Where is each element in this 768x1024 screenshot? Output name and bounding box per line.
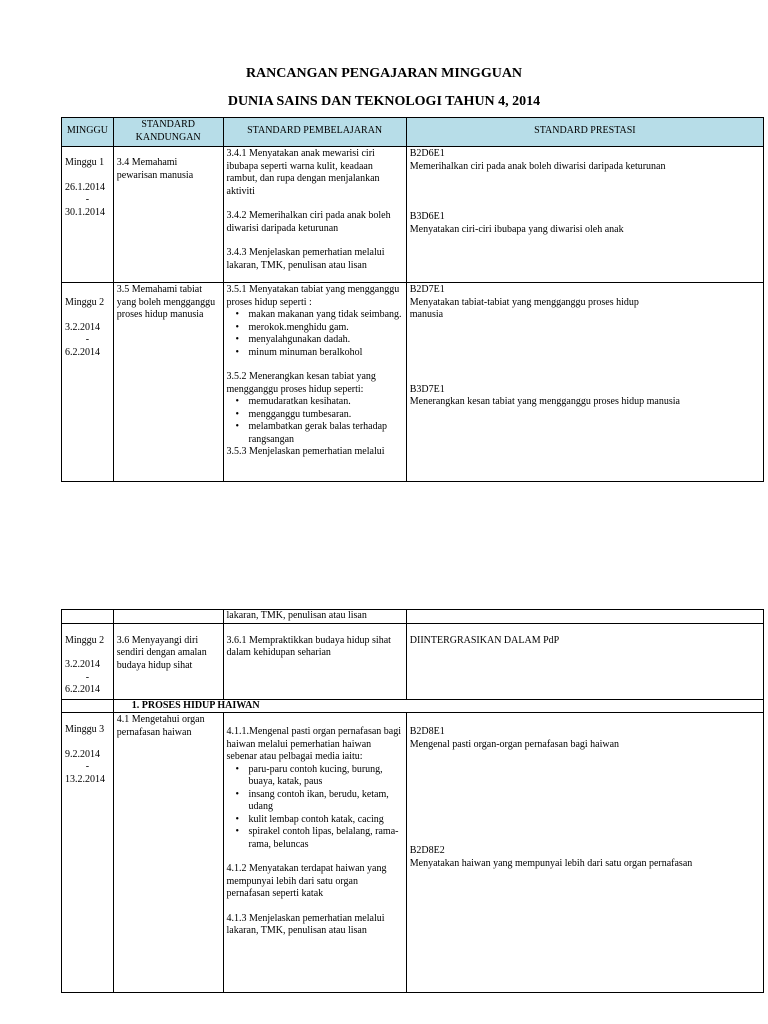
kandungan-cell	[113, 147, 223, 283]
week-label: Minggu 1	[65, 157, 105, 168]
pemb-item: 4.1.1.Mengenal pasti organ pernafasan bagi haiwan melalui pemerhatian haiwan sebenar atau pelbagai media iaitu:	[226, 726, 401, 762]
week-cell	[62, 623, 114, 699]
prestasi-text: Menyatakan tabiat-tabiat yang mengganggu proses hidup manusia	[409, 296, 639, 320]
week-label: Minggu 2	[65, 634, 105, 646]
header-standard-pembelajaran: STANDARD PEMBELAJARAN	[223, 118, 406, 147]
week-cell	[62, 147, 114, 283]
prestasi-cell	[406, 623, 763, 699]
list-item: • menyalahgunakan dadah.	[249, 334, 403, 347]
prestasi-code: B2D6E1	[409, 148, 445, 159]
list-item: • kulit lembap contoh katak, cacing	[249, 814, 403, 827]
section-title: 1. PROSES HIDUP HAIWAN	[131, 699, 260, 711]
table-row	[62, 623, 764, 699]
date-end: 13.2.2014	[65, 773, 105, 785]
prestasi-code: B2D8E1	[409, 726, 445, 737]
week-cell	[62, 283, 114, 482]
prestasi-cell	[406, 610, 763, 624]
pemb-item: lakaran, TMK, penulisan atau lisan	[226, 610, 367, 621]
kandungan-text: 4.1 Mengetahui organ pernafasan haiwan	[116, 714, 205, 738]
header-minggu: MINGGU	[62, 118, 114, 147]
pemb-item: 3.5.1 Menyatakan tabiat yang mengganggu proses hidup seperti :	[226, 284, 400, 308]
header-standard-kandungan: STANDARD KANDUNGAN	[113, 118, 223, 147]
pembelajaran-cell	[223, 147, 406, 283]
date-start: 3.2.2014	[65, 321, 100, 333]
date-start: 9.2.2014	[65, 748, 100, 760]
list-item: • paru-paru contoh kucing, burung, buaya, katak, paus	[249, 764, 403, 789]
document-subtitle: DUNIA SAINS DAN TEKNOLOGI TAHUN 4, 2014	[227, 94, 541, 109]
date-dash: -	[85, 334, 90, 345]
pemb-item: 3.5.3 Menjelaskan pemerhatian melalui	[226, 446, 385, 457]
lesson-plan-table-page1	[61, 117, 764, 482]
table-row	[62, 147, 764, 283]
week-label: Minggu 2	[65, 297, 105, 308]
kandungan-text: 3.6 Menyayangi diri sendiri dengan amalan budaya hidup sihat	[116, 634, 207, 671]
list-item: • insang contoh ikan, berudu, ketam, udang	[249, 789, 403, 814]
pemb-item: 3.4.3 Menjelaskan pemerhatian melalui lakaran, TMK, penulisan atau lisan	[226, 247, 385, 271]
header-standard-prestasi: STANDARD PRESTASI	[406, 118, 763, 147]
date-end: 6.2.2014	[65, 684, 100, 695]
prestasi-cell	[406, 283, 763, 482]
table-row	[62, 713, 764, 993]
prestasi-text: Mengenal pasti organ-organ pernafasan bagi haiwan	[409, 738, 620, 750]
list-item: • memudaratkan kesihatan.	[249, 396, 403, 409]
list-item: • mengganggu tumbesaran.	[249, 409, 403, 422]
date-end: 30.1.2014	[65, 206, 105, 218]
prestasi-text: Menerangkan kesan tabiat yang mengganggu proses hidup manusia	[409, 396, 680, 407]
prestasi-code: B2D7E1	[409, 284, 445, 295]
prestasi-code: B2D8E2	[409, 845, 445, 856]
pemb-item: 4.1.3 Menjelaskan pemerhatian melalui lakaran, TMK, penulisan atau lisan	[226, 912, 385, 936]
list-item: • merokok.menghidu gam.	[249, 322, 403, 335]
kandungan-cell	[113, 610, 223, 624]
prestasi-text: Menyatakan ciri-ciri ibubapa yang diwarisi oleh anak	[409, 223, 624, 235]
list-item: • melambatkan gerak balas terhadap rangsangan	[249, 421, 403, 446]
prestasi-code: B3D7E1	[409, 383, 445, 395]
prestasi-text: Memerihalkan ciri pada anak boleh diwarisi daripada keturunan	[409, 160, 666, 172]
section-row	[62, 699, 764, 713]
lesson-plan-table-page2	[61, 609, 764, 993]
pembelajaran-cell	[223, 623, 406, 699]
prestasi-code: B3D6E1	[409, 211, 445, 222]
prestasi-text: DIINTERGRASIKAN DALAM PdP	[409, 634, 560, 646]
table-header-row	[62, 118, 764, 147]
bullet-list	[227, 764, 403, 852]
kandungan-text: 3.4 Memahami pewarisan manusia	[116, 157, 194, 181]
week-label: Minggu 3	[65, 724, 105, 735]
pembelajaran-cell	[223, 713, 406, 993]
pemb-item: 4.1.2 Menyatakan terdapat haiwan yang mempunyai lebih dari satu organ pernafasan seperti katak	[226, 863, 387, 899]
pemb-item: 3.6.1 Mempraktikkan budaya hidup sihat dalam kehidupan seharian	[226, 634, 391, 658]
list-item: • minum minuman beralkohol	[249, 347, 403, 360]
date-dash: -	[85, 671, 90, 683]
prestasi-cell	[406, 147, 763, 283]
table-row	[62, 283, 764, 482]
week-cell	[62, 713, 114, 993]
kandungan-cell	[113, 713, 223, 993]
date-dash: -	[85, 761, 90, 772]
date-start: 26.1.2014	[65, 181, 105, 193]
bullet-list	[227, 396, 403, 446]
pemb-item: 3.4.1 Menyatakan anak mewarisi ciri ibubapa seperti warna kulit, keadaan rambut, dan rupa dengan menjalankan aktiviti	[226, 148, 380, 197]
pemb-item: 3.5.2 Menerangkan kesan tabiat yang mengganggu proses hidup seperti:	[226, 371, 376, 395]
pembelajaran-cell	[223, 610, 406, 624]
document-title: RANCANGAN PENGAJARAN MINGGUAN	[245, 66, 523, 81]
date-dash: -	[85, 194, 90, 205]
list-item: • spirakel contoh lipas, belalang, rama-rama, beluncas	[249, 826, 403, 851]
prestasi-text: Menyatakan haiwan yang mempunyai lebih dari satu organ pernafasan	[409, 857, 693, 869]
list-item: • makan makanan yang tidak seimbang.	[249, 309, 403, 322]
week-cell	[62, 610, 114, 624]
date-end: 6.2.2014	[65, 346, 100, 358]
week-cell	[62, 699, 114, 713]
pemb-item: 3.4.2 Memerihalkan ciri pada anak boleh diwarisi daripada keturunan	[226, 210, 391, 234]
pembelajaran-cell	[223, 283, 406, 482]
kandungan-cell	[113, 623, 223, 699]
kandungan-cell	[113, 283, 223, 482]
section-heading	[113, 699, 763, 713]
kandungan-text: 3.5 Memahami tabiat yang boleh mengganggu proses hidup manusia	[116, 284, 216, 320]
table-row	[62, 610, 764, 624]
bullet-list	[227, 309, 403, 359]
prestasi-cell	[406, 713, 763, 993]
date-start: 3.2.2014	[65, 659, 100, 670]
